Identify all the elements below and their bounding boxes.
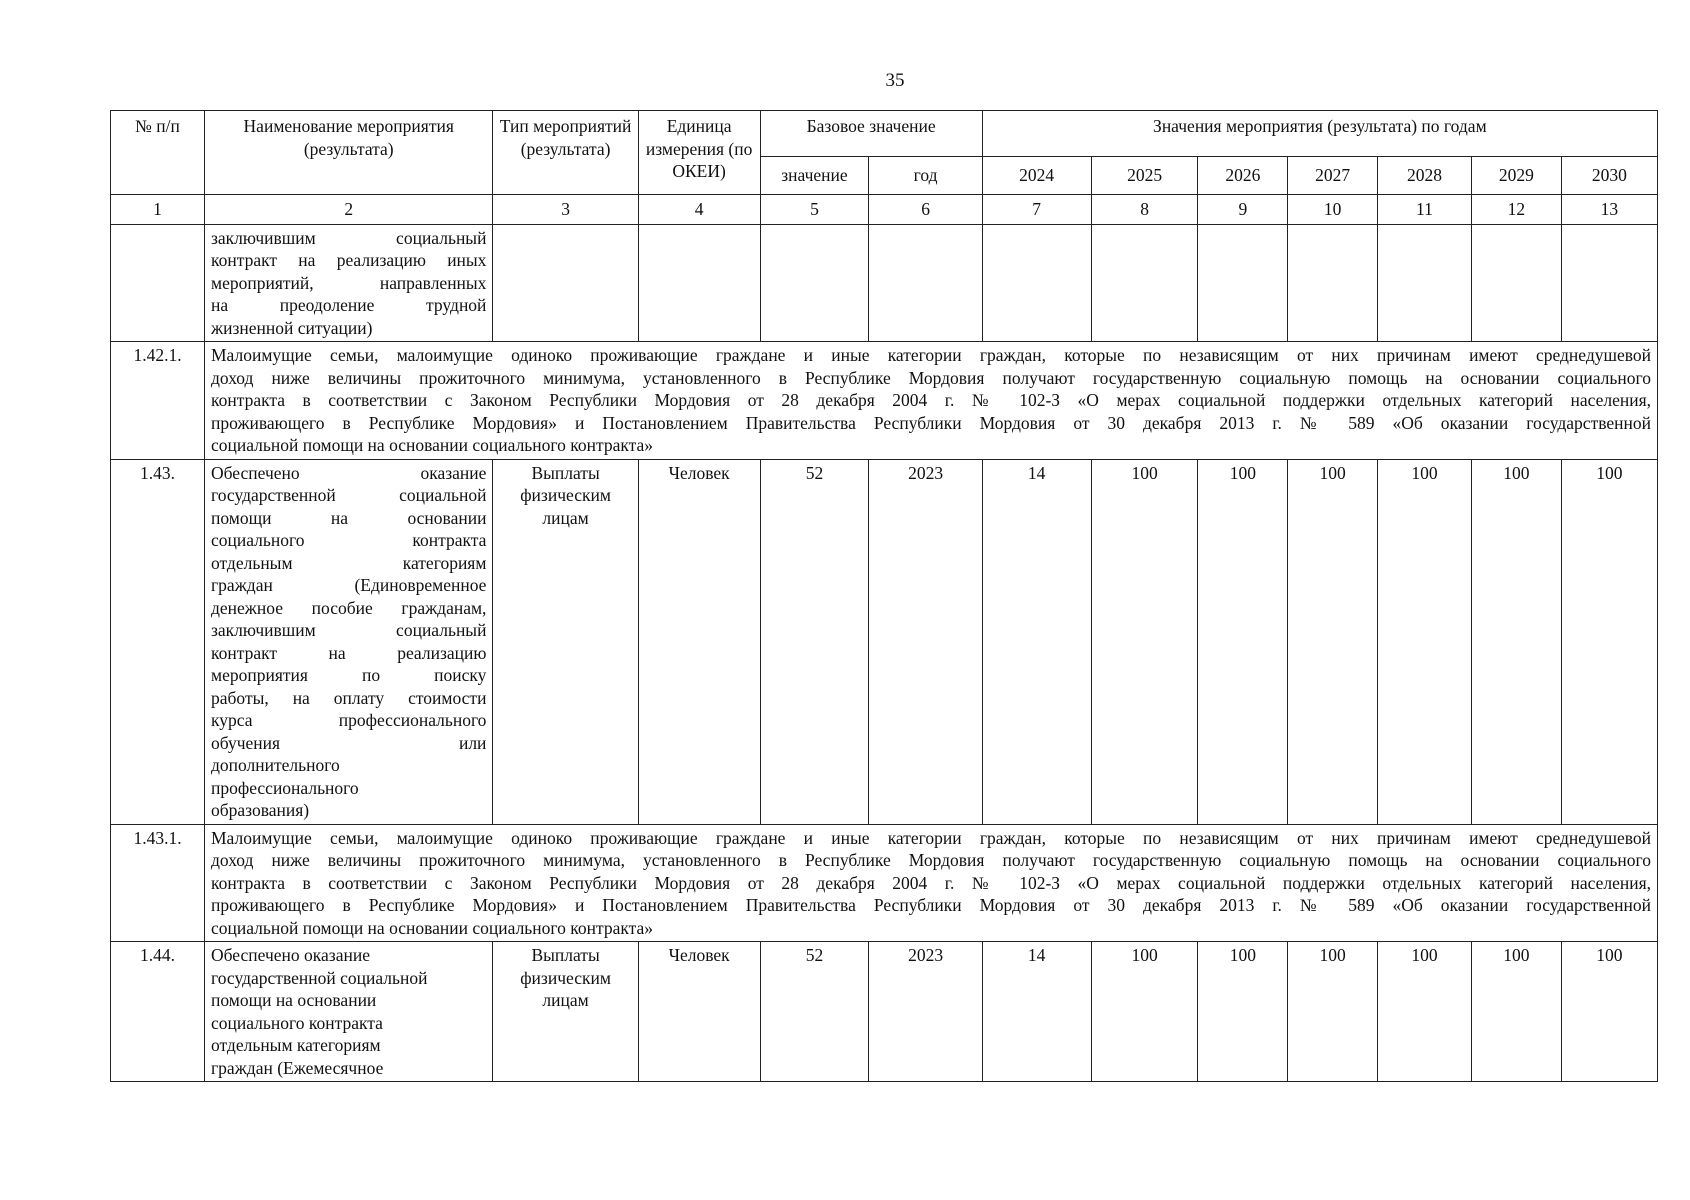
- note-line: контракта в соответствии с Законом Республики Мордовия от 28 декабря 2004 г. № 102-З «О мерах социальной поддержки отдельных категорий населения,: [211, 390, 1651, 410]
- row-year-value: 100: [1561, 942, 1657, 1082]
- name-line: жизненной ситуации): [211, 317, 373, 338]
- row-type: Выплаты физическим лицам: [493, 459, 638, 824]
- name-line: заключившим социальный: [211, 227, 487, 248]
- header-type: Тип мероприятий (результата): [493, 111, 638, 195]
- header-year: 2024: [982, 157, 1091, 195]
- row-year-value: 100: [1561, 459, 1657, 824]
- row-num-empty: [111, 224, 205, 342]
- column-number: 12: [1471, 195, 1561, 225]
- row-base-value: 52: [760, 942, 869, 1082]
- note-line: Малоимущие семьи, малоимущие одиноко проживающие граждане и иные категории граждан, которые по независящим от них причинам имеют среднедушевой: [211, 827, 1651, 848]
- column-numbers-row: [111, 195, 1658, 225]
- note-line: проживающего в Республике Мордовия» и Постановлением Правительства Республики Мордовия от 30 декабря 2013 г. № 589 «Об оказании государственной: [211, 895, 1651, 915]
- row-num: 1.43.1.: [111, 824, 205, 942]
- name-line: отдельным категориям: [211, 1035, 381, 1055]
- row-year-value: 100: [1288, 942, 1378, 1082]
- note-line: социальной помощи на основании социального контракта»: [211, 435, 654, 455]
- row-year-value: 100: [1377, 459, 1471, 824]
- column-number: 3: [493, 195, 638, 225]
- column-number: 1: [111, 195, 205, 225]
- row-name: [205, 224, 493, 342]
- header-unit: Единица измерения (по ОКЕИ): [638, 111, 760, 195]
- table-row: [111, 342, 1658, 460]
- column-number: 9: [1198, 195, 1288, 225]
- row-base-year: 2023: [869, 459, 982, 824]
- name-line: курса профессионального: [211, 710, 487, 730]
- row-year-value: 100: [1091, 942, 1198, 1082]
- column-number: 7: [982, 195, 1091, 225]
- column-number: 6: [869, 195, 982, 225]
- name-line: граждан (Ежемесячное: [211, 1057, 384, 1078]
- row-type: Выплаты физическим лицам: [493, 942, 638, 1082]
- column-number: 8: [1091, 195, 1198, 225]
- name-line: социального контракта: [211, 530, 487, 550]
- name-line: помощи на основании: [211, 507, 487, 528]
- column-number: 13: [1561, 195, 1657, 225]
- header-year: 2029: [1471, 157, 1561, 195]
- header-values-by-year: Значения мероприятия (результата) по годам: [982, 111, 1657, 157]
- header-base-year: год: [869, 157, 982, 195]
- row-num: 1.43.: [111, 459, 205, 824]
- row-year-value: 100: [1377, 942, 1471, 1082]
- row-year-value: 100: [1091, 459, 1198, 824]
- header-year: 2025: [1091, 157, 1198, 195]
- name-line: граждан (Единовременное: [211, 575, 487, 595]
- table-row: [111, 459, 1658, 824]
- name-line: работы, на оплату стоимости: [211, 687, 487, 708]
- row-note: [205, 342, 1658, 460]
- row-note: [205, 824, 1658, 942]
- note-line: социальной помощи на основании социального контракта»: [211, 917, 654, 938]
- name-line: на преодоление трудной: [211, 295, 487, 315]
- table-row: [111, 224, 1658, 342]
- header-year: 2027: [1288, 157, 1378, 195]
- column-number: 10: [1288, 195, 1378, 225]
- name-line: дополнительного: [211, 755, 340, 775]
- name-line: профессионального: [211, 777, 359, 798]
- column-number: 11: [1377, 195, 1471, 225]
- header-base-value: значение: [760, 157, 869, 195]
- page-number: 35: [885, 70, 905, 91]
- name-line: Обеспечено оказание: [211, 945, 370, 965]
- row-num: 1.44.: [111, 942, 205, 1082]
- name-line: социального контракта: [211, 1012, 383, 1033]
- note-line: проживающего в Республике Мордовия» и Постановлением Правительства Республики Мордовия от 30 декабря 2013 г. № 589 «Об оказании государственной: [211, 412, 1651, 433]
- row-unit: Человек: [638, 459, 760, 824]
- note-line: доход ниже величины прожиточного минимума, установленного в Республике Мордовия получают государственную социальную помощь на основании социального: [211, 367, 1651, 388]
- row-year-value: 100: [1471, 942, 1561, 1082]
- row-year-value: 100: [1198, 942, 1288, 1082]
- header-year: 2026: [1198, 157, 1288, 195]
- name-line: контракт на реализацию: [211, 642, 487, 663]
- name-line: государственной социальной: [211, 485, 487, 505]
- row-year-value: 14: [982, 942, 1091, 1082]
- name-line: денежное пособие гражданам,: [211, 597, 487, 618]
- row-year-value: 14: [982, 459, 1091, 824]
- table-row: [111, 824, 1658, 942]
- header-base: Базовое значение: [760, 111, 982, 157]
- column-number: 4: [638, 195, 760, 225]
- name-line: контракт на реализацию иных: [211, 250, 487, 270]
- row-year-value: 100: [1288, 459, 1378, 824]
- column-number: 2: [205, 195, 493, 225]
- name-line: отдельным категориям: [211, 552, 487, 573]
- table-row: [111, 942, 1658, 1082]
- header-name: Наименование мероприятия (результата): [205, 111, 493, 195]
- row-year-value: 100: [1198, 459, 1288, 824]
- row-name: [205, 459, 493, 824]
- note-line: контракта в соответствии с Законом Республики Мордовия от 28 декабря 2004 г. № 102-З «О мерах социальной поддержки отдельных категорий населения,: [211, 872, 1651, 893]
- column-number: 5: [760, 195, 869, 225]
- name-line: помощи на основании: [211, 990, 377, 1010]
- row-num: 1.42.1.: [111, 342, 205, 460]
- row-year-value: 100: [1471, 459, 1561, 824]
- name-line: образования): [211, 800, 310, 820]
- indicators-table: [110, 110, 1658, 1082]
- row-name: [205, 942, 493, 1082]
- name-line: обучения или: [211, 732, 487, 753]
- note-line: доход ниже величины прожиточного минимума, установленного в Республике Мордовия получают государственную социальную помощь на основании социального: [211, 850, 1651, 870]
- row-unit: Человек: [638, 942, 760, 1082]
- header-year: 2030: [1561, 157, 1657, 195]
- header-num: № п/п: [111, 111, 205, 195]
- name-line: Обеспечено оказание: [211, 462, 487, 483]
- row-base-value: 52: [760, 459, 869, 824]
- name-line: мероприятий, направленных: [211, 272, 487, 293]
- name-line: государственной социальной: [211, 967, 428, 988]
- row-base-year: 2023: [869, 942, 982, 1082]
- note-line: Малоимущие семьи, малоимущие одиноко проживающие граждане и иные категории граждан, которые по независящим от них причинам имеют среднедушевой: [211, 345, 1651, 365]
- name-line: заключившим социальный: [211, 620, 487, 640]
- header-year: 2028: [1377, 157, 1471, 195]
- name-line: мероприятия по поиску: [211, 665, 487, 685]
